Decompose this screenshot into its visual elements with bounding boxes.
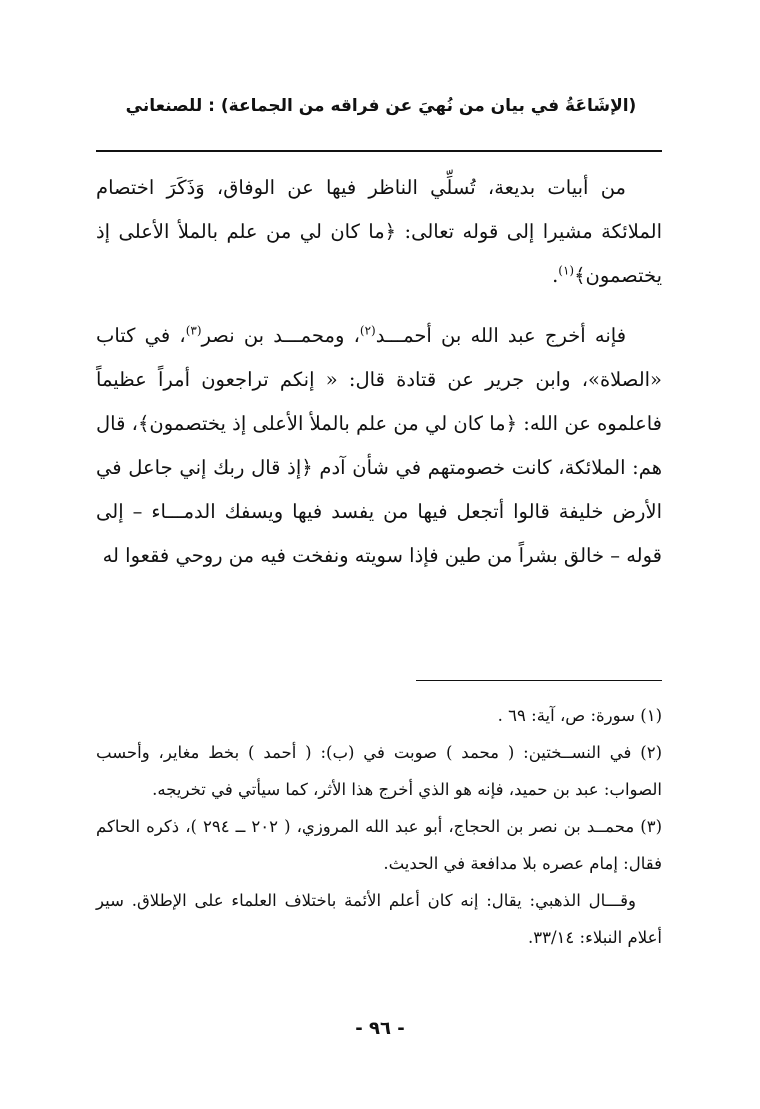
paragraph-2 xyxy=(96,314,662,578)
footnote-1: (١) سورة: ص، آية: ٦٩ . xyxy=(497,706,662,725)
header-divider xyxy=(96,150,662,152)
paragraph-2-text-c: ، في كتاب «الصلاة»، وابن جرير عن قتادة قال: « إنكم تراجعون أمراً عظيماً فاعلموه عن الله: ﴿ما كان لي من علم بالملأ الأعلى إذ يختصمون﴾، قال هم: الملائكة، كانت خصومتهم في شأن آدم ﴿إذ قال ربك إني جاعل في الأرض خليفة قالوا أتجعل فيها من يفسد فيها ويسفك الدمـــاء – إلى قوله – خالق بشراً من طين فإذا سويته ونفخت فيه من روحي فقعوا له xyxy=(96,324,662,567)
footnote-ref-3: (٣) xyxy=(185,323,202,338)
paragraph-2-text-b: ، ومحمـــد بن نصر xyxy=(201,324,360,347)
footnote-3: (٣) محمــد بن نصر بن الحجاج، أبو عبد الله المروزي، ( ٢٠٢ ــ ٢٩٤ )، ذكره الحاكم فقال: إمام عصره بلا مدافعة في الحديث. xyxy=(96,817,662,873)
footnote-ref-1: (١) xyxy=(558,263,575,278)
footnote-2: (٢) في النســختين: ( محمد ) صوبت في (ب): ( أحمد ) بخط مغاير، وأحسب الصواب: عبد بن حميد، فإنه هو الذي أخرج هذا الأثر، كما سيأتي في تخريجه. xyxy=(96,743,662,799)
main-text xyxy=(96,166,662,578)
page-number: - ٩٦ - xyxy=(355,1018,405,1039)
footnotes xyxy=(96,697,662,956)
running-header: (الإشَاعَةُ في بيان من نُهيَ عن فراقه من الجماعة) : للصنعاني xyxy=(125,96,637,116)
footnote-ref-2: (٢) xyxy=(359,323,376,338)
paragraph-2-text-a: فإنه أخرج عبد الله بن أحمـــد xyxy=(375,324,627,347)
paragraph-1-text: من أبيات بديعة، تُسلِّي الناظر فيها عن الوفاق، وَذَكَرَ اختصام الملائكة مشيرا إلى قوله تعالى: ﴿ما كان لي من علم بالملأ الأعلى إذ يختصمون﴾ xyxy=(96,176,662,287)
paragraph-1 xyxy=(96,166,662,298)
footnote-3-continuation: وقـــال الذهبي: يقال: إنه كان أعلم الأئمة باختلاف العلماء على الإطلاق. سير أعلام النبلاء: ٣٣/١٤. xyxy=(96,891,662,947)
paragraph-1-end: . xyxy=(552,264,559,287)
footnote-divider xyxy=(416,680,662,681)
